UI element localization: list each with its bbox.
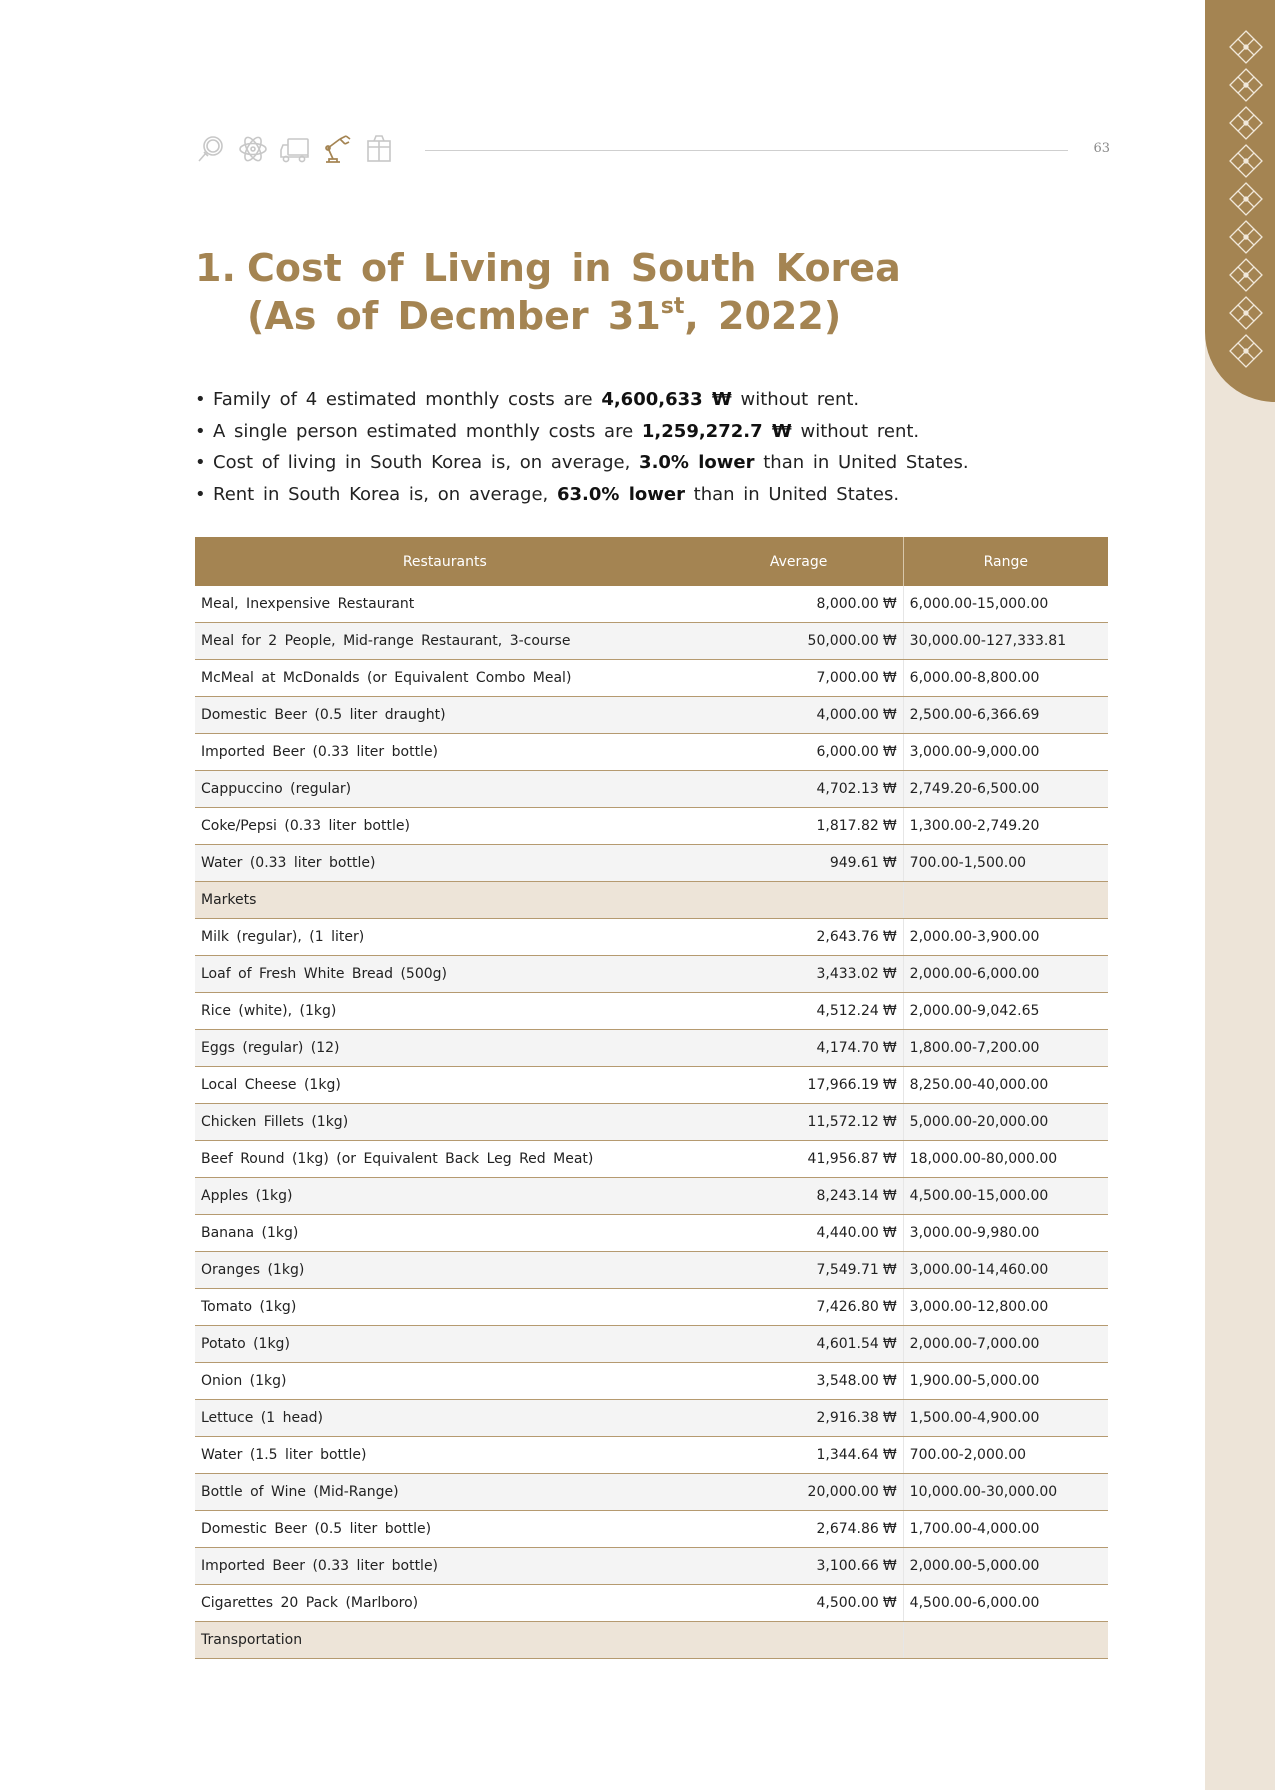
header-icons	[195, 133, 395, 165]
table-row	[195, 1437, 1108, 1474]
won-symbol: ₩	[882, 1299, 897, 1315]
title-line-2-sup: st	[660, 294, 685, 319]
won-symbol: ₩	[882, 818, 897, 834]
row-average: 41,956.87 ₩	[695, 1141, 904, 1178]
row-range: 4,500.00-15,000.00	[903, 1178, 1108, 1215]
table-row	[195, 1400, 1108, 1437]
cost-table	[195, 537, 1108, 1659]
row-item: Potato (1kg)	[195, 1326, 695, 1363]
row-item: Eggs (regular) (12)	[195, 1030, 695, 1067]
row-average: 3,548.00 ₩	[695, 1363, 904, 1400]
restaurants-rows	[195, 586, 1108, 882]
row-average: 11,572.12 ₩	[695, 1104, 904, 1141]
row-range: 2,000.00-9,042.65	[903, 993, 1108, 1030]
row-average: 2,916.38 ₩	[695, 1400, 904, 1437]
row-item: McMeal at McDonalds (or Equivalent Combo Meal)	[195, 660, 695, 697]
table-row	[195, 993, 1108, 1030]
row-item: Beef Round (1kg) (or Equivalent Back Leg Red Meat)	[195, 1141, 695, 1178]
row-average: 4,440.00 ₩	[695, 1215, 904, 1252]
row-item: Imported Beer (0.33 liter bottle)	[195, 1548, 695, 1585]
row-item: Banana (1kg)	[195, 1215, 695, 1252]
row-range: 3,000.00-14,460.00	[903, 1252, 1108, 1289]
won-symbol: ₩	[882, 1077, 897, 1093]
won-symbol: ₩	[882, 1225, 897, 1241]
won-symbol: ₩	[882, 1151, 897, 1167]
table-header-row	[195, 537, 1108, 586]
won-symbol: ₩	[882, 929, 897, 945]
row-range: 2,000.00-6,000.00	[903, 956, 1108, 993]
row-item: Meal for 2 People, Mid-range Restaurant, 3-course	[195, 623, 695, 660]
table-row	[195, 1585, 1108, 1622]
table-row	[195, 808, 1108, 845]
table-row	[195, 623, 1108, 660]
won-symbol: ₩	[882, 744, 897, 760]
table-row	[195, 1215, 1108, 1252]
won-symbol: ₩	[882, 1188, 897, 1204]
row-average: 8,243.14 ₩	[695, 1178, 904, 1215]
won-symbol: ₩	[882, 966, 897, 982]
title-number: 1.	[195, 246, 236, 290]
row-range: 3,000.00-9,980.00	[903, 1215, 1108, 1252]
atom-icon	[237, 133, 269, 165]
row-average: 4,702.13 ₩	[695, 771, 904, 808]
row-range: 6,000.00-8,800.00	[903, 660, 1108, 697]
row-average: 1,817.82 ₩	[695, 808, 904, 845]
won-symbol: ₩	[882, 1558, 897, 1574]
won-symbol: ₩	[882, 707, 897, 723]
won-symbol: ₩	[882, 1040, 897, 1056]
won-symbol: ₩	[882, 1262, 897, 1278]
markets-section	[195, 882, 1108, 919]
diamond-ornament-icon	[1226, 332, 1266, 370]
row-item: Meal, Inexpensive Restaurant	[195, 586, 695, 623]
row-range: 2,749.20-6,500.00	[903, 771, 1108, 808]
row-average: 1,344.64 ₩	[695, 1437, 904, 1474]
row-average: 3,100.66 ₩	[695, 1548, 904, 1585]
row-average: 2,674.86 ₩	[695, 1511, 904, 1548]
row-range: 2,000.00-3,900.00	[903, 919, 1108, 956]
won-symbol: ₩	[882, 1521, 897, 1537]
table-row	[195, 1363, 1108, 1400]
package-icon	[363, 133, 395, 165]
won-symbol: ₩	[882, 1595, 897, 1611]
row-average: 4,174.70 ₩	[695, 1030, 904, 1067]
truck-icon	[279, 133, 311, 165]
won-symbol: ₩	[882, 1336, 897, 1352]
row-range: 4,500.00-6,000.00	[903, 1585, 1108, 1622]
robot-arm-icon	[321, 133, 353, 165]
title-line-2-prefix: (As of Decmber 31	[247, 294, 661, 338]
row-range: 1,800.00-7,200.00	[903, 1030, 1108, 1067]
row-item: Water (1.5 liter bottle)	[195, 1437, 695, 1474]
row-average: 4,500.00 ₩	[695, 1585, 904, 1622]
diamond-ornament-icon	[1226, 180, 1266, 218]
table-row	[195, 1104, 1108, 1141]
row-item: Local Cheese (1kg)	[195, 1067, 695, 1104]
section-row-markets	[195, 882, 1108, 919]
section-label: Markets	[195, 882, 695, 919]
table-row	[195, 1326, 1108, 1363]
table-row	[195, 919, 1108, 956]
row-average: 949.61 ₩	[695, 845, 904, 882]
diamond-ornament-icon	[1226, 294, 1266, 332]
table-row	[195, 1252, 1108, 1289]
row-range: 700.00-2,000.00	[903, 1437, 1108, 1474]
row-range: 2,000.00-7,000.00	[903, 1326, 1108, 1363]
table-row	[195, 586, 1108, 623]
row-item: Domestic Beer (0.5 liter bottle)	[195, 1511, 695, 1548]
row-item: Cigarettes 20 Pack (Marlboro)	[195, 1585, 695, 1622]
header-restaurants: Restaurants	[195, 537, 695, 586]
markets-rows	[195, 919, 1108, 1622]
table-row	[195, 1548, 1108, 1585]
row-average: 4,000.00 ₩	[695, 697, 904, 734]
diamond-ornament-icon	[1226, 256, 1266, 294]
diamond-ornament-icon	[1226, 218, 1266, 256]
row-average: 8,000.00 ₩	[695, 586, 904, 623]
row-range: 2,500.00-6,366.69	[903, 697, 1108, 734]
row-item: Milk (regular), (1 liter)	[195, 919, 695, 956]
won-symbol: ₩	[882, 1373, 897, 1389]
table-row	[195, 1141, 1108, 1178]
row-item: Apples (1kg)	[195, 1178, 695, 1215]
title-line-1: Cost of Living in South Korea	[247, 246, 901, 290]
row-item: Domestic Beer (0.5 liter draught)	[195, 697, 695, 734]
row-item: Loaf of Fresh White Bread (500g)	[195, 956, 695, 993]
section-row-transportation	[195, 1622, 1108, 1659]
table-row	[195, 1474, 1108, 1511]
summary-bullets	[195, 384, 1095, 510]
won-symbol: ₩	[882, 633, 897, 649]
row-average: 7,549.71 ₩	[695, 1252, 904, 1289]
table-row	[195, 1030, 1108, 1067]
diamond-ornament-icon	[1226, 28, 1266, 66]
bullet-item: • Cost of living in South Korea is, on average, 3.0% lower than in United States.	[195, 447, 1095, 479]
header-average: Average	[695, 537, 904, 586]
row-range: 3,000.00-12,800.00	[903, 1289, 1108, 1326]
row-average: 4,512.24 ₩	[695, 993, 904, 1030]
table-row	[195, 956, 1108, 993]
row-item: Tomato (1kg)	[195, 1289, 695, 1326]
won-symbol: ₩	[882, 1114, 897, 1130]
row-range: 2,000.00-5,000.00	[903, 1548, 1108, 1585]
row-range: 1,300.00-2,749.20	[903, 808, 1108, 845]
bullet-item: • Family of 4 estimated monthly costs are 4,600,633 ₩ without rent.	[195, 384, 1095, 416]
row-average: 17,966.19 ₩	[695, 1067, 904, 1104]
table-row	[195, 734, 1108, 771]
won-symbol: ₩	[882, 855, 897, 871]
page-title	[195, 244, 1015, 340]
row-average: 3,433.02 ₩	[695, 956, 904, 993]
row-average: 2,643.76 ₩	[695, 919, 904, 956]
won-symbol: ₩	[882, 670, 897, 686]
row-range: 8,250.00-40,000.00	[903, 1067, 1108, 1104]
diamond-ornament-icon	[1226, 142, 1266, 180]
row-range: 10,000.00-30,000.00	[903, 1474, 1108, 1511]
section-label: Transportation	[195, 1622, 695, 1659]
table-row	[195, 771, 1108, 808]
row-item: Bottle of Wine (Mid-Range)	[195, 1474, 695, 1511]
won-symbol: ₩	[882, 781, 897, 797]
row-item: Imported Beer (0.33 liter bottle)	[195, 734, 695, 771]
row-average: 7,426.80 ₩	[695, 1289, 904, 1326]
row-item: Onion (1kg)	[195, 1363, 695, 1400]
bullet-item: • A single person estimated monthly costs are 1,259,272.7 ₩ without rent.	[195, 416, 1095, 448]
row-range: 700.00-1,500.00	[903, 845, 1108, 882]
table-row	[195, 1178, 1108, 1215]
header-rule	[425, 150, 1068, 151]
diamond-ornament-icon	[1226, 66, 1266, 104]
row-item: Lettuce (1 head)	[195, 1400, 695, 1437]
row-range: 30,000.00-127,333.81	[903, 623, 1108, 660]
row-range: 18,000.00-80,000.00	[903, 1141, 1108, 1178]
won-symbol: ₩	[882, 1410, 897, 1426]
row-range: 1,500.00-4,900.00	[903, 1400, 1108, 1437]
row-range: 5,000.00-20,000.00	[903, 1104, 1108, 1141]
diamond-ornament-icon	[1226, 104, 1266, 142]
table-row	[195, 1289, 1108, 1326]
row-range: 1,900.00-5,000.00	[903, 1363, 1108, 1400]
table-row	[195, 845, 1108, 882]
table-row	[195, 697, 1108, 734]
row-average: 4,601.54 ₩	[695, 1326, 904, 1363]
row-average: 7,000.00 ₩	[695, 660, 904, 697]
row-range: 1,700.00-4,000.00	[903, 1511, 1108, 1548]
row-item: Cappuccino (regular)	[195, 771, 695, 808]
row-average: 6,000.00 ₩	[695, 734, 904, 771]
row-range: 6,000.00-15,000.00	[903, 586, 1108, 623]
row-average: 20,000.00 ₩	[695, 1474, 904, 1511]
side-decoration-cap	[1205, 0, 1275, 402]
row-item: Water (0.33 liter bottle)	[195, 845, 695, 882]
row-item: Chicken Fillets (1kg)	[195, 1104, 695, 1141]
row-item: Rice (white), (1kg)	[195, 993, 695, 1030]
table-row	[195, 1511, 1108, 1548]
transportation-section	[195, 1622, 1108, 1659]
won-symbol: ₩	[882, 596, 897, 612]
row-item: Oranges (1kg)	[195, 1252, 695, 1289]
magnifier-icon	[195, 133, 227, 165]
row-range: 3,000.00-9,000.00	[903, 734, 1108, 771]
table-row	[195, 1067, 1108, 1104]
row-item: Coke/Pepsi (0.33 liter bottle)	[195, 808, 695, 845]
won-symbol: ₩	[882, 1484, 897, 1500]
won-symbol: ₩	[882, 1003, 897, 1019]
won-symbol: ₩	[882, 1447, 897, 1463]
diamond-ornaments	[1226, 28, 1266, 370]
header-range: Range	[903, 537, 1108, 586]
table-row	[195, 660, 1108, 697]
page-number: 63	[1093, 141, 1110, 156]
row-average: 50,000.00 ₩	[695, 623, 904, 660]
title-line-2-suffix: , 2022)	[684, 294, 842, 338]
bullet-item: • Rent in South Korea is, on average, 63.0% lower than in United States.	[195, 479, 1095, 511]
